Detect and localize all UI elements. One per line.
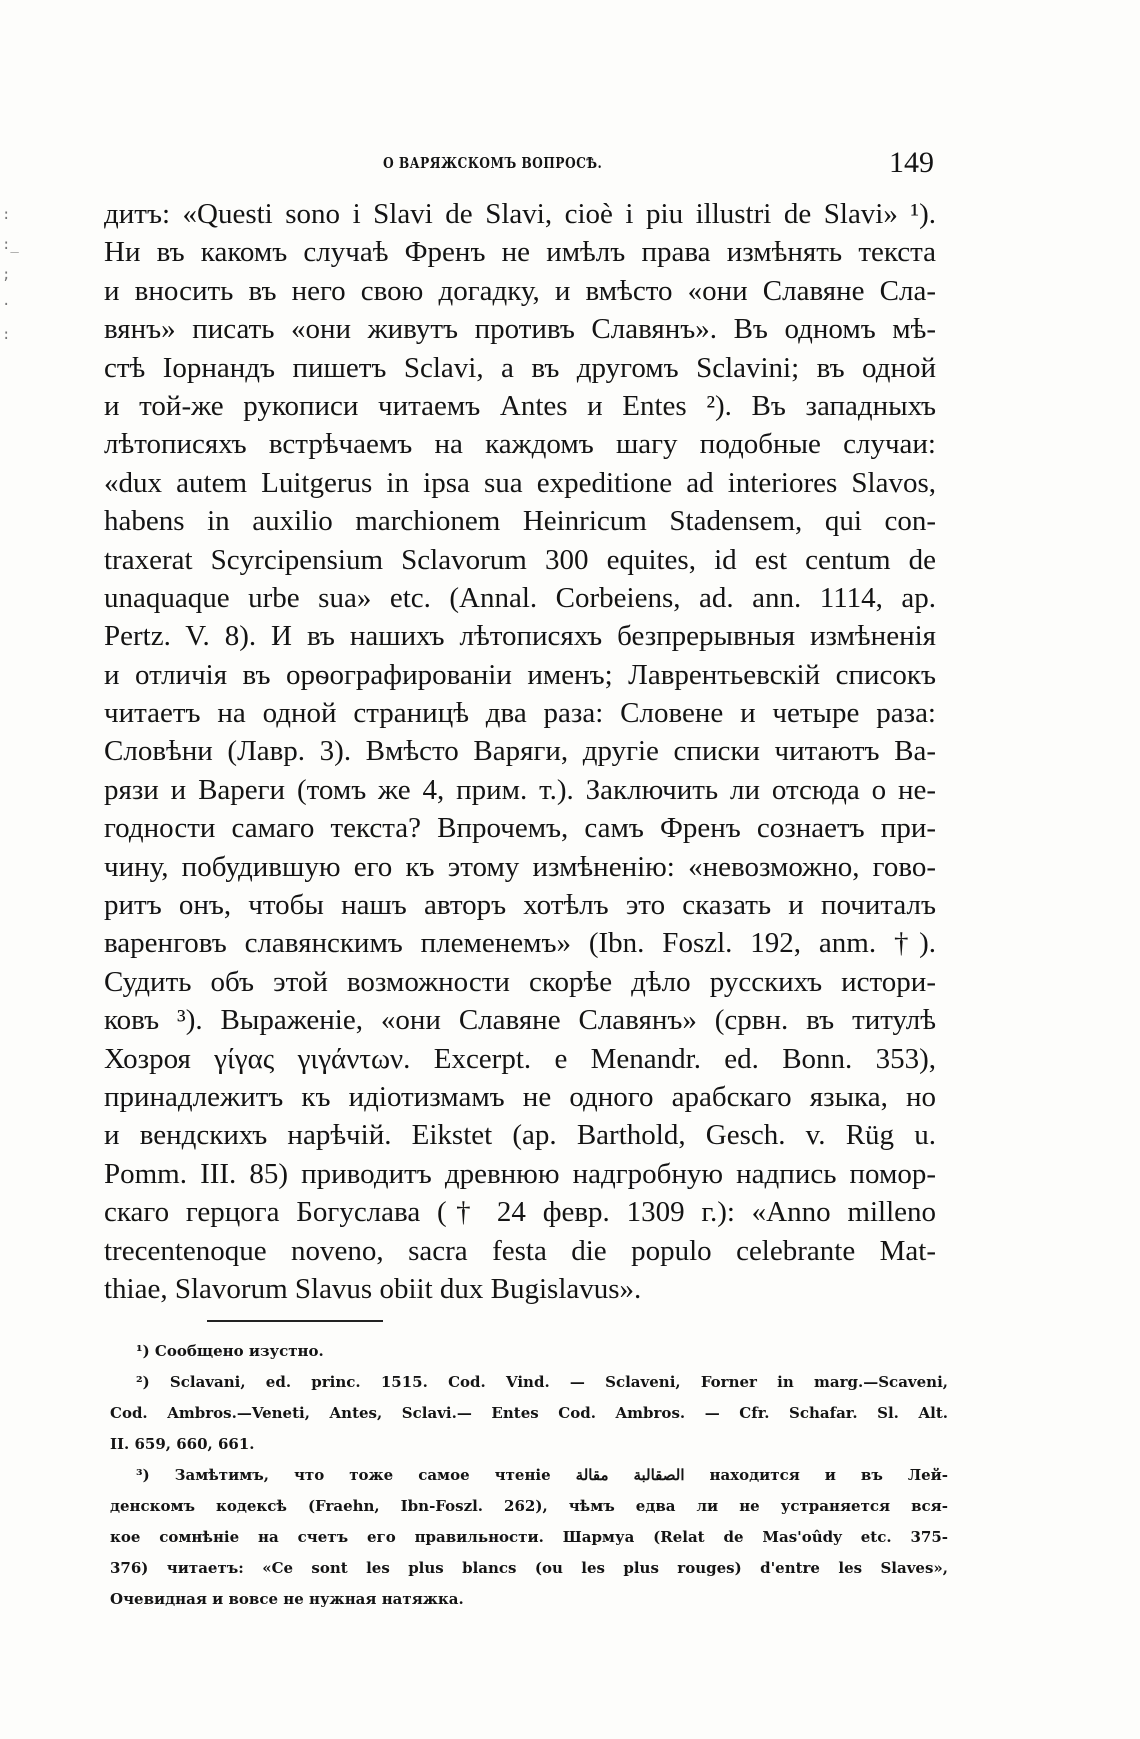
body-line: Pomm. III. 85) приводитъ древнюю надгробную надпись помор- xyxy=(104,1157,936,1190)
body-text xyxy=(104,195,936,1308)
body-line: и отличія въ орѳографированіи именъ; Лаврентьевскій списокъ xyxy=(104,658,936,691)
body-line: принадлежитъ къ идіотизмамъ не одного арабскаго языка, но xyxy=(104,1080,936,1113)
body-line: варенговъ славянскимъ племенемъ» (Ibn. Foszl. 192, anm. †). xyxy=(104,927,936,960)
body-line: и вендскихъ нарѣчій. Eikstet (ap. Barthold, Gesch. v. Rüg u. xyxy=(104,1119,936,1152)
footnotes xyxy=(110,1336,948,1615)
body-line: traxerat Scyrcipensium Sclavorum 300 equites, id est centum de xyxy=(104,543,936,576)
body-line: лѣтописяхъ встрѣчаемъ на каждомъ шагу подобные случаи: xyxy=(104,428,936,461)
body-line: читаетъ на одной страницѣ два раза: Словене и четыре раза: xyxy=(104,697,936,730)
body-line: рязи и Вареги (томъ же 4, прим. т.). Заключить ли отсюда о не- xyxy=(104,773,936,806)
page-header xyxy=(0,146,1140,186)
body-line: habens in auxilio marchionem Heinricum Stadensem, qui con- xyxy=(104,505,936,538)
page-number: 149 xyxy=(889,146,934,179)
footnote-line: кое сомнѣніе на счетъ его правильности. Шармуа (Relat de Mas'oûdy etc. 375- xyxy=(110,1528,948,1546)
margin-marks: : :_ ; · : xyxy=(2,207,19,343)
footnote-line: ²) Sclavani, ed. princ. 1515. Cod. Vind. — Sclaveni, Forner in marg.—Scaveni, xyxy=(136,1373,948,1391)
body-line: дитъ: «Questi sono i Slavi de Slavi, cioè i piu illustri de Slavi» ¹). xyxy=(104,198,936,230)
body-line: скаго герцога Богуслава († 24 февр. 1309 г.): «Anno milleno xyxy=(104,1196,936,1229)
running-title: О ВАРЯЖСКОМЪ ВОПРОСѢ. xyxy=(383,154,603,172)
body-line: ковъ ³). Выраженіе, «они Славяне Славянъ» (срвн. въ титулѣ xyxy=(104,1004,936,1037)
body-line: и вносить въ него свою догадку, и вмѣсто «они Славяне Сла- xyxy=(104,274,936,307)
footnote-line: ³) Замѣтимъ, что тоже самое чтеніе الصقالبة مقالة находится и въ Лей- xyxy=(136,1466,948,1484)
body-line: ритъ онъ, чтобы нашъ авторъ хотѣлъ это сказать и почиталъ xyxy=(104,889,936,922)
body-line: Словѣни (Лавр. 3). Вмѣсто Варяги, другіе списки читаютъ Ва- xyxy=(104,735,936,768)
body-line: Ни въ какомъ случаѣ Френъ не имѣлъ права измѣнять текста xyxy=(104,236,936,269)
footnote-line: денскомъ кодексѣ (Fraehn, Ibn-Foszl. 262), чѣмъ едва ли не устраняется вся- xyxy=(110,1497,948,1515)
body-line: годности самаго текста? Впрочемъ, самъ Френъ сознаетъ при- xyxy=(104,812,936,845)
footnote-rule xyxy=(207,1320,383,1322)
body-line: и той-же рукописи читаемъ Antes и Entes ²). Въ западныхъ xyxy=(104,389,936,422)
body-line: Хозроя γίγας γιγάντων. Excerpt. e Menandr. ed. Bonn. 353), xyxy=(104,1042,936,1075)
body-line: unaquaque urbe sua» etc. (Annal. Corbeiens, ad. ann. 1114, ap. xyxy=(104,581,936,614)
body-line: стѣ Iорнандъ пишетъ Sclavi, а въ другомъ Sclavini; въ одной xyxy=(104,351,936,384)
footnote-line: II. 659, 660, 661. xyxy=(110,1435,255,1453)
body-line: thiae, Slavorum Slavus obiit dux Bugislavus». xyxy=(104,1272,642,1305)
body-line: вянъ» писать «они живутъ противъ Славянъ». Въ одномъ мѣ- xyxy=(104,313,936,346)
footnote-line: Очевидная и вовсе не нужная натяжка. xyxy=(110,1590,464,1608)
footnote-line: 376) читаетъ: «Ce sont les plus blancs (ou les plus rouges) d'entre les Slaves», xyxy=(110,1559,948,1577)
footnote-line: ¹) Сообщено изустно. xyxy=(136,1342,324,1360)
body-line: Pertz. V. 8). И въ нашихъ лѣтописяхъ безпрерывныя измѣненія xyxy=(104,620,936,653)
footnote-line: Cod. Ambros.—Veneti, Antes, Sclavi.— Entes Cod. Ambros. — Cfr. Schafar. Sl. Alt. xyxy=(110,1404,948,1422)
body-line: «dux autem Luitgerus in ipsa sua expeditione ad interiores Slavos, xyxy=(104,466,936,499)
body-line: Судить объ этой возможности скорѣе дѣло русскихъ истори- xyxy=(104,965,936,998)
body-line: чину, побудившую его къ этому измѣненію: «невозможно, гово- xyxy=(104,850,936,883)
body-line: trecentenoque noveno, sacra festa die populo celebrante Mat- xyxy=(104,1234,936,1267)
